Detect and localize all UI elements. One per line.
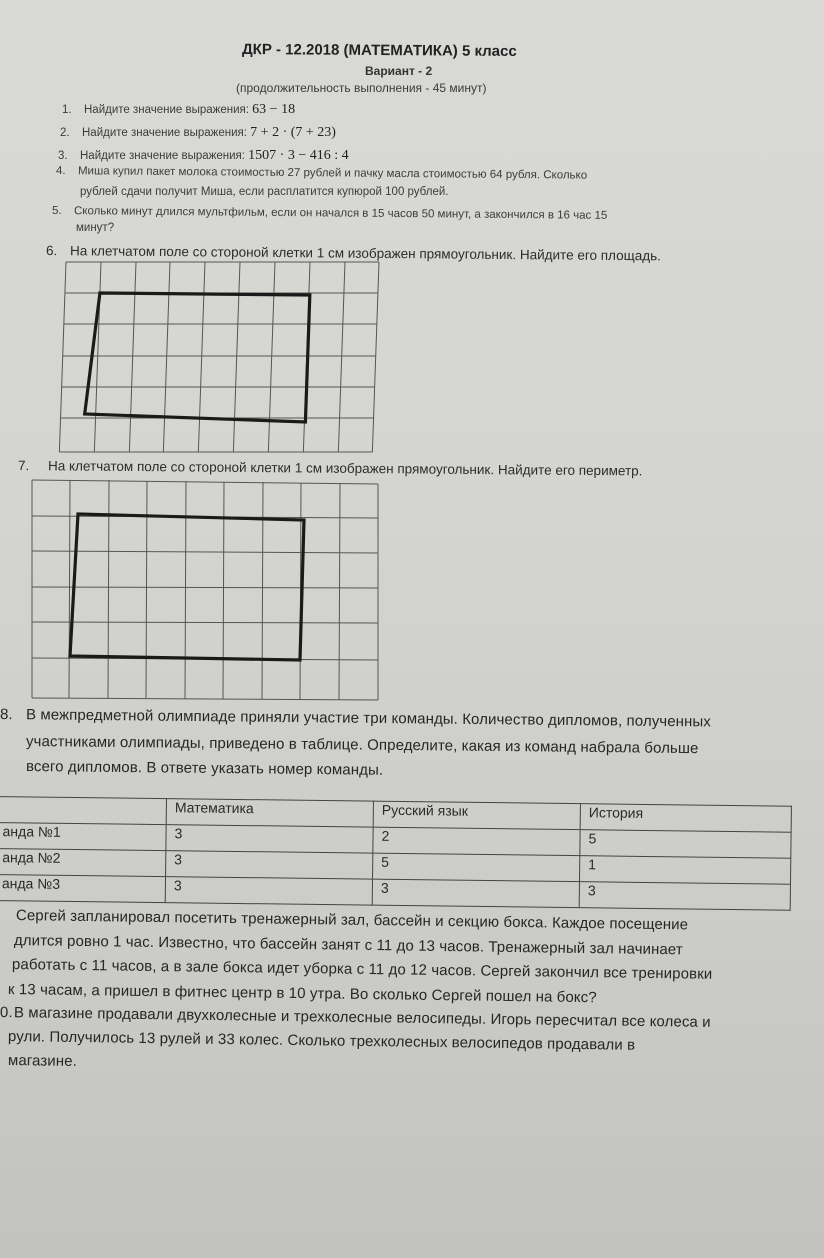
question-8: [0, 706, 711, 730]
question-1: [62, 102, 295, 118]
rectangle-figure: [84, 293, 310, 422]
question-9-line1: Сергей запланировал посетить тренажерный зал, бассейн и секцию бокса. Каждое посещение: [15, 907, 689, 934]
question-number: 1.: [62, 104, 72, 116]
table-header-cell: Русский язык: [373, 801, 580, 830]
question-7: [18, 458, 643, 478]
diploma-table: [0, 796, 792, 911]
math-expression: 1507 · 3 − 416 : 4: [248, 148, 349, 163]
question-number: 0.: [0, 1004, 13, 1022]
table-cell: 5: [373, 853, 580, 882]
question-text: Найдите значение выражения:: [80, 150, 245, 162]
question-5-line2: минут?: [76, 222, 115, 234]
duration-note: (продолжительность выполнения - 45 минут): [236, 81, 487, 95]
question-number: 8.: [0, 706, 13, 724]
question-9-line3: работать с 11 часов, а в зале бокса идет уборка с 11 до 12 часов. Сергей закончил все тренировки: [11, 956, 713, 983]
grid-area: [50, 260, 385, 458]
table-cell: 3: [165, 877, 372, 906]
table-cell: 3: [166, 851, 373, 880]
table-cell: 3: [372, 879, 579, 908]
table-cell: 3: [166, 825, 373, 854]
question-10: [0, 1004, 711, 1031]
question-4-line2: рублей сдачи получит Миша, если расплатится купюрой 100 рублей.: [80, 186, 449, 198]
question-text: На клетчатом поле со стороной клетки 1 см изображен прямоугольник. Найдите его площадь.: [69, 243, 661, 264]
question-text-line1: В межпредметной олимпиаде приняли участие три команды. Количество дипломов, полученных: [25, 706, 712, 731]
grid-lines: [59, 262, 379, 452]
table-cell: 5: [580, 830, 791, 859]
grid-area: [26, 478, 382, 704]
question-2: [60, 125, 336, 141]
team-name-cell: анда №3: [0, 875, 166, 903]
question-10-line3: магазине.: [7, 1052, 78, 1070]
question-number: 6.: [45, 243, 58, 259]
table-header-cell: [0, 797, 166, 825]
team-name-cell: анда №1: [0, 823, 166, 851]
question-number: 3.: [58, 150, 68, 162]
math-expression: 7 + 2 · (7 + 23): [250, 125, 336, 140]
math-expression: 63 − 18: [252, 102, 296, 117]
variant-label: Вариант - 2: [365, 64, 433, 78]
question-9-line4: к 13 часам, а пришел в фитнес центр в 10 утра. Во сколько Сергей пошел на бокс?: [7, 981, 597, 1007]
question-8-line2: участниками олимпиады, приведено в таблице. Определите, какая из команд набрала больше: [25, 733, 699, 758]
table-cell: 2: [373, 827, 580, 856]
table-cell: 1: [579, 856, 790, 885]
question-number: 7.: [17, 458, 30, 474]
question-8-line3: всего дипломов. В ответе указать номер команды.: [25, 758, 384, 779]
question-text: Найдите значение выражения:: [84, 104, 249, 116]
question-number: 4.: [55, 165, 66, 178]
question-5: [52, 205, 607, 222]
team-name-cell: анда №2: [0, 849, 166, 877]
question-text-line1: Сколько минут длился мультфильм, если он начался в 15 часов 50 минут, а закончился в 16 час 15: [73, 205, 608, 222]
question-9-line2: длится ровно 1 час. Известно, что бассейн занят с 11 до 13 часов. Тренажерный зал начинает: [13, 932, 683, 959]
question-text-line1: Миша купил пакет молока стоимостью 27 рублей и пачку масла стоимостью 64 рубля. Сколько: [77, 165, 588, 182]
question-text: Найдите значение выражения:: [82, 127, 247, 139]
table-header-cell: История: [580, 804, 791, 833]
question-text: На клетчатом поле со стороной клетки 1 см изображен прямоугольник. Найдите его периметр.: [47, 458, 643, 479]
question-number: 2.: [60, 127, 70, 139]
question-4: [56, 165, 587, 182]
question-10-line2: рули. Получилось 13 рулей и 33 колес. Сколько трехколесных велосипедов продавали в: [7, 1028, 636, 1054]
page-title: ДКР - 12.2018 (МАТЕМАТИКА) 5 класс: [241, 41, 517, 60]
question-text-line1: В магазине продавали двухколесные и трехколесные велосипеды. Игорь пересчитал все колеса и: [13, 1004, 711, 1031]
question-number: 5.: [51, 205, 62, 218]
table-header-cell: Математика: [166, 799, 373, 828]
question-3: [58, 148, 349, 164]
table-cell: 3: [579, 882, 790, 911]
